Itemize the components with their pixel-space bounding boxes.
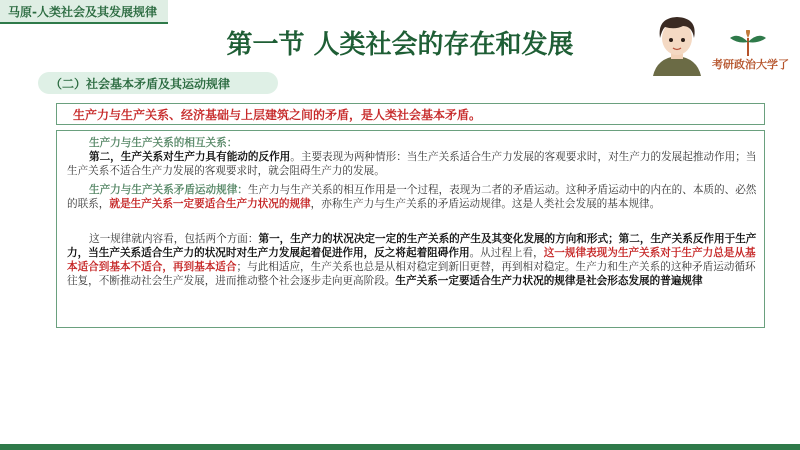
- process-intro: 。从过程上看，: [469, 247, 544, 259]
- point-two: 第二，生产关系对生产力具有能动的反作用: [89, 151, 291, 163]
- paragraph-1: [67, 136, 757, 150]
- process-text: ；与此相适应，生产关系也总是从相对稳定到新旧更替，再到相对稳定。生产力和生产关系的这种矛盾运动循环往复，不断推动社会生产发展，进而推动整个社会逐步走向更高阶段。: [67, 261, 756, 287]
- law-text-1: 生产力与生产关系的相互作用是一个过程，表现为二者的矛盾运动。这种矛盾运动中的内在的、本质的、必然的联系，: [67, 184, 757, 210]
- paragraph-4: [67, 232, 757, 288]
- teacher-avatar-icon: [647, 14, 707, 76]
- point-two-text: 。主要表现为两种情形：当生产关系适合生产力发展的客观要求时，对生产力的发展起推动作用；当生产关系不适合生产力发展的客观要求时，就会阻碍生产力的发展。: [67, 151, 757, 177]
- course-tab: [0, 0, 168, 24]
- thesis-box: [56, 103, 765, 125]
- page-title: 第一节 人类社会的存在和发展: [226, 30, 574, 60]
- process-emphasis: 这一规律表现为生产关系对于生产力总是从基本适合到基本不适合，再到基本适合: [67, 247, 756, 273]
- logo-text: 考研政治大学了: [712, 58, 789, 71]
- paragraph-3: [67, 183, 757, 211]
- section-heading: [38, 72, 278, 94]
- content-points: 第一，生产力的状况决定一定的生产关系的产生及其变化发展的方向和形式；第二，生产关系反作用于生产力，当生产关系适合生产力的状况时对生产力发展起着促进作用，反之将起着阻碍作用: [67, 233, 757, 259]
- law-emphasis: 就是生产关系一定要适合生产力状况的规律: [109, 198, 311, 210]
- content-intro: 这一规律就内容看，包括两个方面：: [89, 233, 259, 245]
- bottom-bar: [0, 444, 800, 450]
- law-text-2: ，亦称生产力与生产关系的矛盾运动规律。这是人类社会发展的基本规律。: [310, 198, 661, 210]
- course-tab-label: 马原-人类社会及其发展规律: [8, 5, 157, 19]
- universal-law: 生产关系一定要适合生产力状况的规律是社会形态发展的普遍规律: [395, 275, 703, 287]
- paragraph-2: [67, 150, 757, 178]
- section-heading-label: （二）社会基本矛盾及其运动规律: [50, 77, 231, 91]
- thesis-text: 生产力与生产关系、经济基础与上层建筑之间的矛盾，是人类社会基本矛盾。: [73, 108, 482, 122]
- subheading-law: 生产力与生产关系矛盾运动规律：: [89, 184, 248, 196]
- subheading-relationship: 生产力与生产关系的相互关系：: [89, 137, 238, 149]
- plant-logo-icon: [712, 30, 789, 80]
- content-box: [56, 130, 765, 328]
